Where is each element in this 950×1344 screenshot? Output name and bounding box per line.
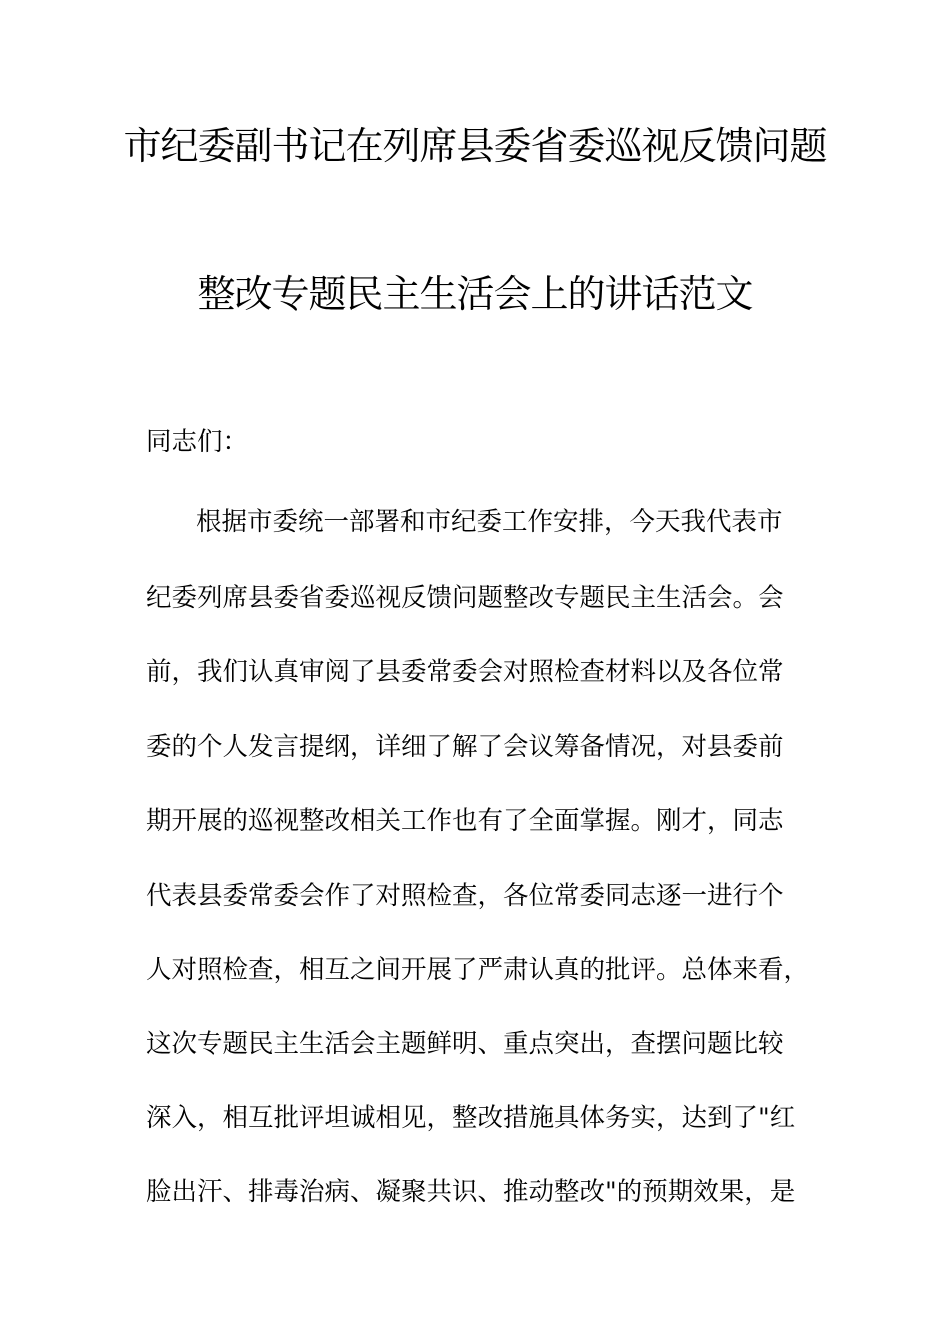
paragraph-line-7: 人对照检查，相互之间开展了严肃认真的批评。总体来看，: [146, 955, 810, 985]
paragraph-line-8: 这次专题民主生活会主题鲜明、重点突出，查摆问题比较: [146, 1029, 784, 1059]
paragraph-line-2: 纪委列席县委省委巡视反馈问题整改专题民主生活会。会: [146, 583, 784, 613]
paragraph-line-5: 期开展的巡视整改相关工作也有了全面掌握。刚才，同志: [146, 806, 784, 836]
document-title-line-1: 市纪委副书记在列席县委省委巡视反馈问题: [123, 124, 827, 168]
paragraph-line-3: 前，我们认真审阅了县委常委会对照检查材料以及各位常: [146, 657, 784, 687]
paragraph-line-1: 根据市委统一部署和市纪委工作安排，今天我代表市: [196, 507, 783, 537]
salutation: 同志们：: [146, 427, 249, 457]
document-title-line-2: 整改专题民主生活会上的讲话范文: [197, 272, 753, 316]
paragraph-line-6: 代表县委常委会作了对照检查，各位常委同志逐一进行个: [146, 881, 784, 911]
paragraph-line-10: 脸出汗、排毒治病、凝聚共识、推动整改"的预期效果，是: [146, 1177, 796, 1207]
paragraph-line-9: 深入，相互批评坦诚相见，整改措施具体务实，达到了"红: [146, 1103, 796, 1133]
paragraph-line-4: 委的个人发言提纲，详细了解了会议筹备情况，对县委前: [146, 732, 784, 762]
